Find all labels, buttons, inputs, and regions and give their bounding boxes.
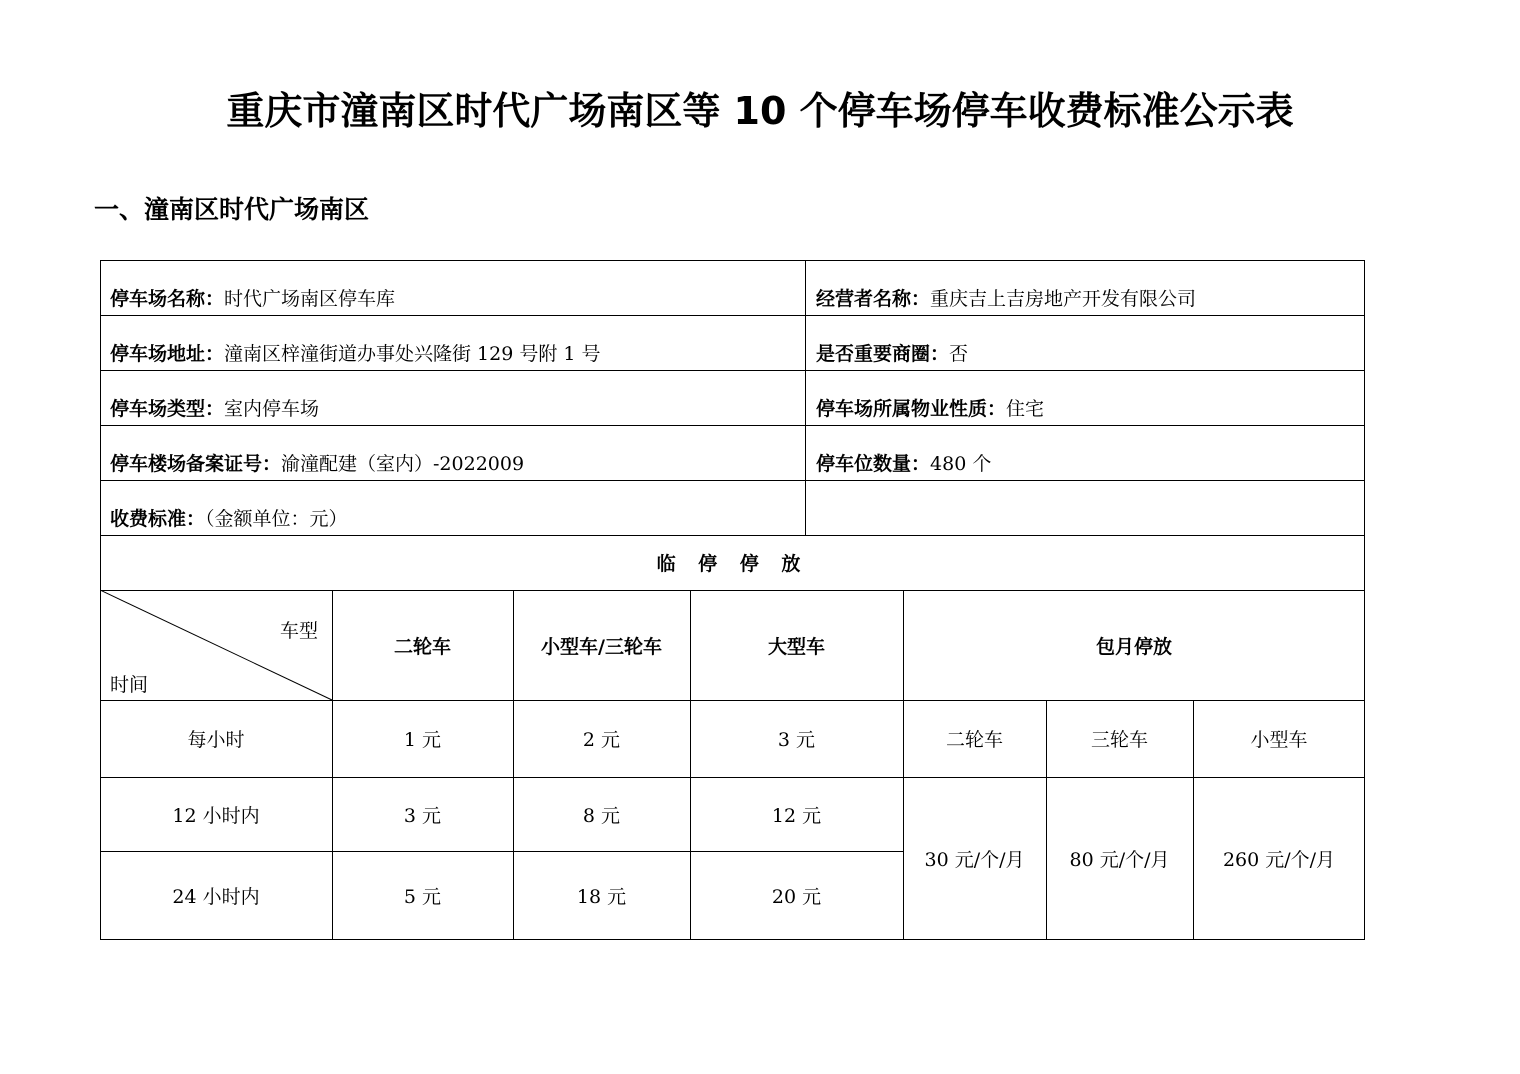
property-label: 停车场所属物业性质：	[816, 398, 1007, 420]
type-value: 室内停车场	[224, 398, 320, 420]
parking-address	[110, 339, 601, 366]
record-value: 渝潼配建（室内）-2022009	[281, 453, 525, 475]
diag-time: 时间	[110, 674, 149, 696]
monthly-fee-two-wheeler: 30 元/个/月	[924, 848, 1025, 871]
fee-cell: 3 元	[777, 729, 816, 751]
temp-parking-title: 临 停 停 放	[656, 553, 809, 575]
row-time-hourly: 每小时	[187, 729, 245, 751]
space-count	[816, 449, 991, 476]
row-time-12h: 12 小时内	[172, 804, 260, 827]
fee-table	[100, 260, 1365, 940]
parking-type	[110, 394, 319, 421]
operator-name	[816, 284, 1196, 311]
fee-value: （金额单位：元）	[205, 508, 348, 530]
address-value: 潼南区梓潼街道办事处兴隆街 129 号附 1 号	[224, 343, 601, 365]
business-label: 是否重要商圈：	[816, 343, 950, 365]
spaces-label: 停车位数量：	[816, 453, 931, 475]
fee-cell: 3 元	[403, 804, 442, 827]
fee-cell: 5 元	[403, 885, 442, 908]
diag-vehicle-type: 车型	[280, 620, 319, 642]
row-time-24h: 24 小时内	[172, 885, 260, 908]
header-monthly: 包月停放	[1095, 635, 1172, 658]
fee-standard	[110, 504, 348, 531]
fee-cell: 8 元	[582, 804, 621, 827]
page-title: 重庆市潼南区时代广场南区等 10 个停车场停车收费标准公示表	[226, 89, 1294, 133]
record-number	[110, 449, 524, 476]
header-large-car: 大型车	[767, 635, 825, 658]
monthly-type-small-car: 小型车	[1250, 729, 1308, 751]
monthly-type-three-wheeler: 三轮车	[1090, 729, 1148, 751]
parking-name-value: 时代广场南区停车库	[224, 288, 396, 310]
fee-cell: 12 元	[771, 804, 822, 827]
row-divider	[100, 315, 1365, 316]
section-heading: 一、潼南区时代广场南区	[94, 195, 370, 224]
monthly-type-two-wheeler: 二轮车	[945, 729, 1003, 751]
fee-cell: 20 元	[771, 885, 822, 908]
row-divider	[100, 370, 1365, 371]
header-small-car: 小型车/三轮车	[541, 635, 662, 658]
row-divider	[100, 480, 1365, 481]
operator-value: 重庆吉上吉房地产开发有限公司	[930, 288, 1197, 310]
spaces-value: 480 个	[930, 453, 992, 475]
header-two-wheeler: 二轮车	[393, 635, 451, 658]
fee-cell: 1 元	[403, 729, 442, 751]
monthly-fee-three-wheeler: 80 元/个/月	[1069, 848, 1170, 871]
address-label: 停车场地址：	[110, 343, 225, 365]
type-label: 停车场类型：	[110, 398, 225, 420]
col-divider	[805, 260, 806, 535]
monthly-fee-small-car: 260 元/个/月	[1222, 848, 1336, 871]
property-nature	[816, 394, 1044, 421]
parking-name	[110, 284, 395, 311]
fee-cell: 18 元	[576, 885, 627, 908]
table-border-bottom	[100, 939, 1365, 940]
parking-name-label: 停车场名称：	[110, 288, 225, 310]
operator-label: 经营者名称：	[816, 288, 931, 310]
fee-label: 收费标准：	[110, 508, 206, 530]
table-border-top	[100, 260, 1365, 261]
business-value: 否	[949, 343, 969, 365]
record-label: 停车楼场备案证号：	[110, 453, 282, 475]
property-value: 住宅	[1006, 398, 1045, 420]
row-divider	[100, 425, 1365, 426]
business-district	[816, 339, 968, 366]
fee-cell: 2 元	[582, 729, 621, 751]
